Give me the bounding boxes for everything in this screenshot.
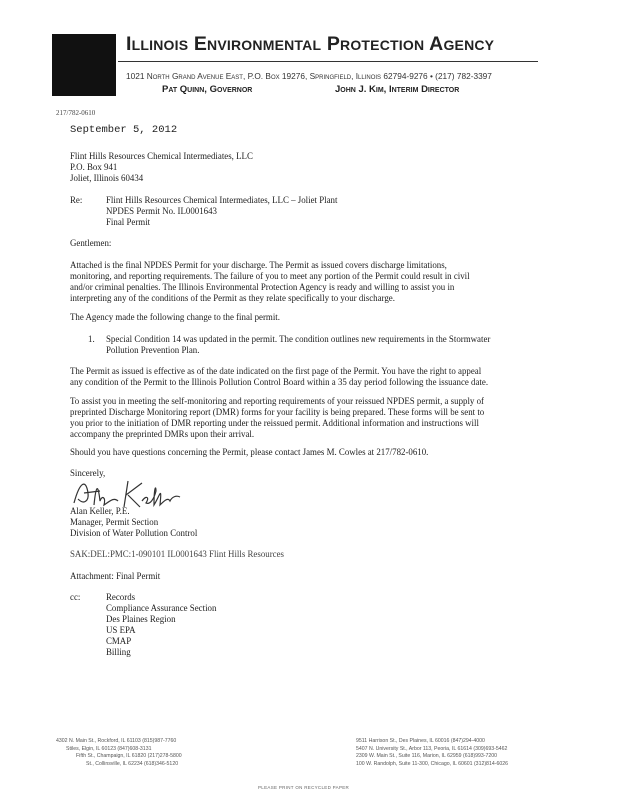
recipient-line: P.O. Box 941: [70, 162, 118, 172]
cc-recipient: Compliance Assurance Section: [106, 603, 217, 613]
list-item: Special Condition 14 was updated in the permit. The condition outlines new requirements in the Stormwater Pollution Prevention Plan.: [106, 334, 491, 355]
recipient-line: Joliet, Illinois 60434: [70, 173, 144, 183]
footer-offices-right: [356, 738, 508, 768]
signer-block: [70, 506, 197, 539]
director-name: John J. Kim, Interim Director: [335, 84, 460, 95]
footer-address: 100 W. Randolph, Suite 11-300, Chicago, IL 60601 (312)814-6026: [356, 760, 508, 767]
subject-line: Final Permit: [106, 217, 151, 227]
recipient-address: [70, 151, 253, 184]
subject-block: [106, 195, 337, 228]
subject-line: NPDES Permit No. IL0001643: [106, 206, 217, 216]
cc-list: [106, 592, 216, 658]
footer-address: 9511 Harrison St., Des Plaines, IL 60016 (847)294-4000: [356, 738, 485, 744]
subject-line: Flint Hills Resources Chemical Intermediates, LLC – Joliet Plant: [106, 195, 338, 205]
paragraph-contact: Should you have questions concerning the Permit, please contact James M. Cowles at 217/782-0610.: [70, 447, 429, 457]
footer-address: Fifth St., Champaign, IL 61820 (217)278-5800: [76, 753, 182, 759]
footer-address: 4302 N. Main St., Rockford, IL 61103 (815)987-7760: [56, 738, 177, 744]
salutation: Gentlemen:: [70, 238, 112, 248]
paragraph-permit-attached: Attached is the final NPDES Permit for your discharge. The Permit as issued covers discharge limitations, monitoring, and reporting requirements. The failure of you to meet any portion of the Permit could result in civil and/or criminal penalties. The Illinois Environmental Protection Agency is ready and willing to assist you in interpreting any of the conditions of the Permit as they relate specifically to your discharge.: [70, 260, 470, 303]
phone-reference: 217/782-0610: [56, 109, 96, 117]
attachment-line: Attachment: Final Permit: [70, 571, 161, 581]
cc-recipient: CMAP: [106, 636, 132, 646]
agency-name: Illinois Environmental Protection Agency: [126, 33, 495, 55]
footer-address: 5407 N. University St., Arbor 113, Peoria, IL 61614 (309)693-5462: [356, 745, 508, 752]
closing: Sincerely,: [70, 468, 106, 478]
agency-address: 1021 North Grand Avenue East, P.O. Box 19276, Springfield, Illinois 62794-9276 • (217) 782-3397: [126, 71, 492, 81]
reference-line: SAK:DEL:PMC:1-090101 IL0001643 Flint Hills Resources: [70, 549, 284, 559]
letterhead-rule: [118, 61, 538, 62]
paragraph-change: The Agency made the following change to the final permit.: [70, 312, 280, 322]
signer-division: Division of Water Pollution Control: [70, 528, 198, 538]
footer-address: 2309 W. Main St., Suite 116, Marion, IL 62959 (618)993-7200: [356, 753, 498, 759]
re-label: Re:: [70, 195, 83, 205]
list-number: 1.: [88, 334, 95, 344]
paragraph-effective-date: The Permit as issued is effective as of the date indicated on the first page of the Permit. You have the right to appeal any condition of the Permit to the Illinois Pollution Control Board within a 35 day period following the issuance date.: [70, 366, 489, 387]
cc-recipient: Billing: [106, 647, 131, 657]
cc-recipient: Des Plaines Region: [106, 614, 176, 624]
footer-address: St., Collinsville, IL 62234 (618)346-5120: [86, 760, 179, 767]
signer-title: Manager, Permit Section: [70, 517, 159, 527]
recycled-paper-note: PLEASE PRINT ON RECYCLED PAPER: [258, 785, 350, 790]
cc-recipient: Records: [106, 592, 136, 602]
footer-address: Stiles, Elgin, IL 60123 (847)608-3131: [66, 745, 152, 752]
letter-date: September 5, 2012: [70, 124, 178, 136]
cc-label: cc:: [70, 592, 81, 602]
agency-logo-block: [52, 34, 116, 96]
recipient-line: Flint Hills Resources Chemical Intermediates, LLC: [70, 151, 253, 161]
cc-recipient: US EPA: [106, 625, 136, 635]
paragraph-dmr: To assist you in meeting the self-monitoring and reporting requirements of your reissued NPDES permit, a supply of preprinted Discharge Monitoring report (DMR) forms for your facility is being prepared. These forms will be sent to you prior to the initiation of DMR reporting under the reissued permit. Additional information and instructions will accompany the preprinted DMRs upon their arrival.: [70, 396, 485, 439]
signer-name: Alan Keller, P.E.: [70, 506, 130, 516]
governor-name: Pat Quinn, Governor: [162, 84, 253, 95]
footer-offices-left: [56, 738, 182, 768]
